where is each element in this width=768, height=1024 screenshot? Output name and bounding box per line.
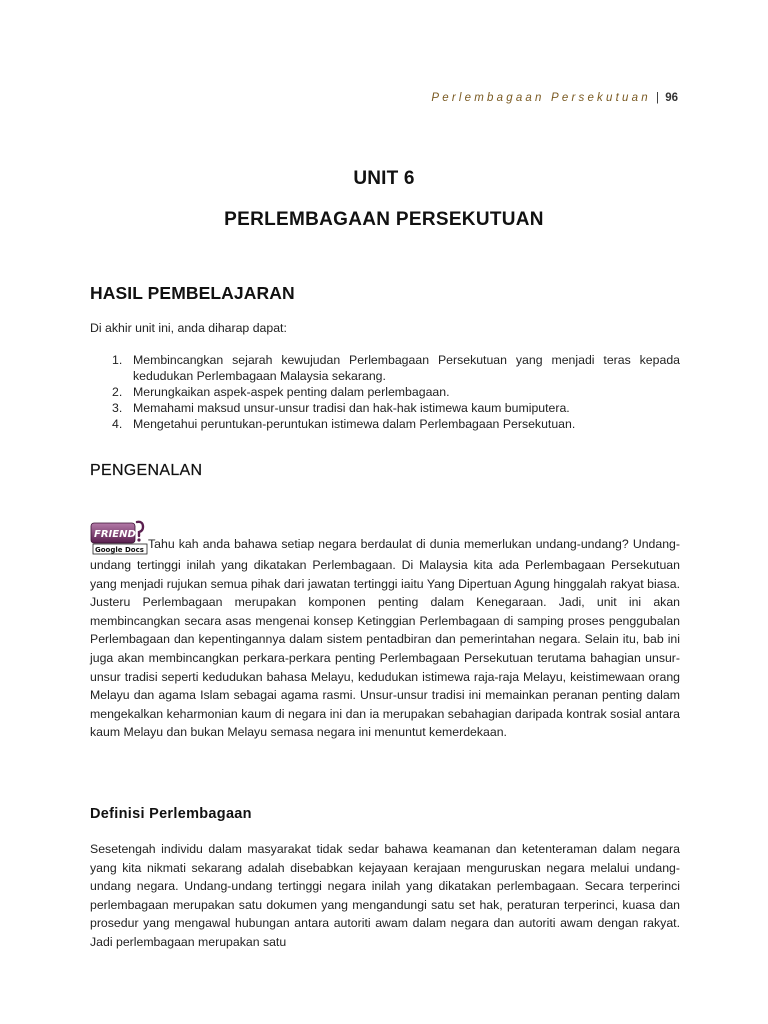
list-item-text: Memahami maksud unsur-unsur tradisi dan hak-hak istimewa kaum bumiputera. — [133, 401, 570, 415]
unit-label: UNIT 6 — [353, 168, 415, 189]
running-header-title: Perlembagaan Persekutuan — [431, 92, 651, 104]
list-item-number: 4. — [112, 417, 123, 431]
pengenalan-paragraph-text: Tahu kah anda bahawa setiap negara berdaulat di dunia memerlukan undang-undang? Undang-undang tertinggi inilah yang dikatakan Perlembagaan. Di Malaysia kita ada Perlembagaan Persekutuan yang menjadi rujukan semua pihak dari jawatan tertinggi iaitu Yang Dipertuan Agung hinggalah rakyat biasa. Justeru Perlembagaan merupakan komponen penting dalam Kenegaraan. Jadi, unit ini akan membincangkan secara asas mengenai konsep Ketinggian Perlembagaan di samping proses penggubalan Perlembagaan dan kepentingannya dalam sistem pentadbiran dan pemerintahan negara. Selain itu, bab ini juga akan membincangkan perkara-perkara penting Perlembagaan Persekutuan terutama bahagian unsur-unsur tradisi seperti kedudukan bahasa Melayu, kedudukan istimewa raja-raja Melayu, keistimewaan orang Melayu dan agama Islam sebagai agama rasmi. Unsur-unsur tradisi ini memainkan peranan penting dalam mengekalkan keharmonian kaum di negara ini dan ia merupakan sebahagian daripada kontrak sosial antara kaum Melayu dan bukan Melayu semasa negara ini menuntut kemerdekaan. — [90, 537, 680, 740]
pengenalan-paragraph — [90, 520, 680, 742]
list-item-text: Merungkaikan aspek-aspek penting dalam perlembagaan. — [133, 385, 450, 399]
section-heading-pengenalan: PENGENALAN — [90, 462, 203, 479]
objectives-intro: Di akhir unit ini, anda diharap dapat: — [90, 321, 287, 335]
list-item-number: 2. — [112, 385, 123, 399]
list-item-number: 3. — [112, 401, 123, 415]
list-item — [90, 400, 680, 416]
list-item — [90, 352, 680, 384]
list-item-text: Mengetahui peruntukan-peruntukan istimewa dalam Perlembagaan Persekutuan. — [133, 417, 576, 431]
definisi-paragraph: Sesetengah individu dalam masyarakat tidak sedar bahawa keamanan dan ketenteraman dalam negara yang kita nikmati sekarang adalah disebabkan kejayaan kerajaan menguruskan negara melalui undang-undang negara. Undang-undang tertinggi negara inilah yang dikatakan perlembagaan. Secara terperinci perlembagaan merupakan satu dokumen yang mengandungi satu set hak, peraturan terperinci, kuasa dan prosedur yang mengawal hubungan antara autoriti awam dalam negara dan autoriti awam dengan rakyat. Jadi perlembagaan merupakan satu — [90, 842, 680, 949]
logo-text: Google Docs — [95, 546, 144, 554]
section-heading-hasil-pembelajaran: HASIL PEMBELAJARAN — [90, 283, 295, 303]
page-number: 96 — [665, 92, 678, 104]
list-item — [90, 384, 680, 400]
section-heading-definisi: Definisi Perlembagaan — [90, 806, 252, 822]
list-item — [90, 416, 680, 432]
unit-title: PERLEMBAGAAN PERSEKUTUAN — [224, 209, 544, 230]
google-docs-logo-icon — [90, 520, 148, 556]
objectives-list — [90, 352, 680, 432]
list-item-text: Membincangkan sejarah kewujudan Perlembagaan Persekutuan yang menjadi teras kepada kedudukan Perlembagaan Malaysia sekarang. — [133, 353, 680, 383]
running-header — [431, 92, 678, 104]
list-item-number: 1. — [112, 353, 123, 367]
svg-text:FRIEND: FRIEND — [94, 529, 136, 540]
running-header-separator: | — [656, 92, 659, 104]
